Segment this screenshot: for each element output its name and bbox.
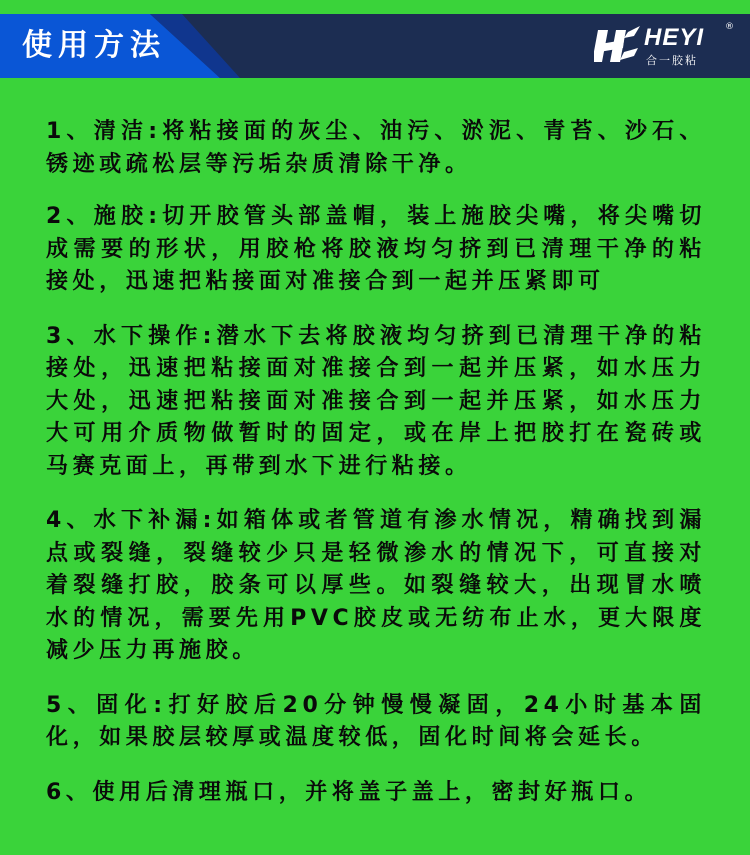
heyi-logo-icon bbox=[594, 22, 642, 72]
step-cleaning: 1、清洁:将粘接面的灰尘、油污、淤泥、青苔、沙石、锈迹或疏松层等污垢杂质清除干净。 bbox=[46, 119, 706, 177]
step-leak-repair: 4、水下补漏:如箱体或者管道有渗水情况，精确找到漏点或裂缝，裂缝较少只是轻微渗水的情况下，可直接对着裂缝打胶，胶条可以厚些。如裂缝较大，出现冒水喷水的情况，需要先用PVC胶皮或无纺布止水，更大限度减少压力再施胶。 bbox=[46, 508, 706, 663]
logo-brand-text: HEYI bbox=[644, 24, 705, 51]
page-title: 使用方法 bbox=[22, 28, 166, 63]
brand-logo bbox=[594, 22, 734, 72]
step-curing: 5、固化:打好胶后20分钟慢慢凝固，24小时基本固化，如果胶层较厚或温度较低，固化时间将会延长。 bbox=[46, 692, 706, 750]
step-applying: 2、施胶:切开胶管头部盖帽，装上施胶尖嘴，将尖嘴切成需要的形状，用胶枪将胶液均匀挤到已清理干净的粘接处，迅速把粘接面对准接合到一起并压紧即可 bbox=[46, 204, 706, 294]
step-after-use: 6、使用后清理瓶口，并将盖子盖上，密封好瓶口。 bbox=[46, 779, 652, 805]
step-underwater: 3、水下操作:潜水下去将胶液均匀挤到已清理干净的粘接处，迅速把粘接面对准接合到一起并压紧，如水压力大处，迅速把粘接面对准接合到一起并压紧，如水压力大可用介质物做暂时的固定，或在岸上把胶打在瓷砖或马赛克面上，再带到水下进行粘接。 bbox=[46, 323, 706, 479]
registered-mark: ® bbox=[725, 22, 734, 32]
header-banner bbox=[0, 14, 750, 78]
instructions-list bbox=[46, 116, 706, 831]
logo-subtitle: 合一胶粘 bbox=[646, 54, 698, 67]
